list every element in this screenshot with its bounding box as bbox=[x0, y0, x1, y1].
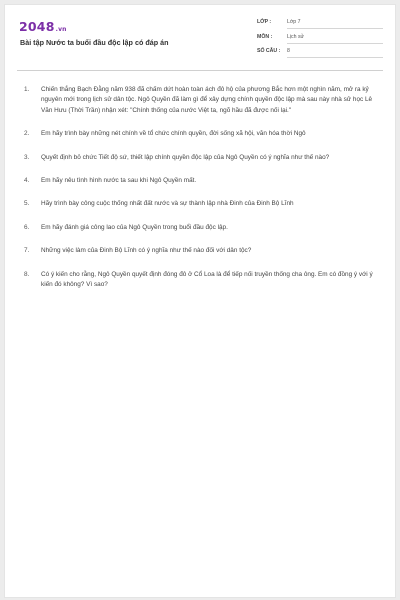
question-item bbox=[17, 153, 383, 163]
header-divider bbox=[17, 70, 383, 71]
meta-label-class: LỚP : bbox=[257, 19, 272, 25]
meta-value-class: Lớp 7 bbox=[287, 19, 383, 29]
question-number: 5. bbox=[24, 200, 30, 208]
brand-suffix: .vn bbox=[55, 26, 67, 33]
question-text: Chiến thắng Bạch Đằng năm 938 đã chấm dứt hoàn toàn ách đô hộ của phương Bắc hơn một nghìn năm, mở ra kỷ nguyên mới trong lịch sử dân tộc. Ngô Quyền đã làm gì để xây dựng chính quyền độc lập mà sau này nhà sử học Lê Văn Hưu (Thời Trần) nhận xét: "Chính thống của nước Việt ta, ngõ hầu đã được nối lại." bbox=[41, 86, 373, 114]
meta-row-question-count bbox=[257, 48, 383, 61]
question-text: Hãy trình bày công cuộc thống nhất đất nước và sự thành lập nhà Đinh của Đinh Bộ Lĩnh bbox=[41, 200, 294, 208]
question-number: 3. bbox=[24, 153, 30, 161]
document-title: Bài tập Nước ta buổi đầu độc lập có đáp án bbox=[20, 38, 169, 47]
meta-row-subject bbox=[257, 34, 383, 47]
question-item bbox=[17, 176, 383, 186]
question-text: Có ý kiến cho rằng, Ngô Quyền quyết định đóng đô ở Cổ Loa là để tiếp nối truyền thống cha ông. Em có đồng ý với ý kiến đó không? Vì sao? bbox=[41, 270, 373, 289]
meta-info bbox=[257, 19, 383, 63]
meta-value-subject: Lịch sử bbox=[287, 34, 383, 44]
question-number: 4. bbox=[24, 177, 30, 185]
question-item bbox=[17, 246, 383, 256]
question-text: Em hãy đánh giá công lao của Ngô Quyền trong buổi đầu độc lập. bbox=[41, 223, 228, 231]
meta-label-subject: MÔN : bbox=[257, 33, 273, 40]
brand-logo[interactable] bbox=[19, 19, 67, 34]
meta-label-question-count: SỐ CÂU : bbox=[257, 48, 281, 54]
question-item bbox=[17, 199, 383, 209]
meta-row-class bbox=[257, 19, 383, 32]
question-item bbox=[17, 129, 383, 139]
question-number: 1. bbox=[24, 86, 30, 93]
question-number: 8. bbox=[24, 270, 30, 278]
question-text: Em hãy trình bày những nét chính về tổ chức chính quyền, đời sống xã hội, văn hóa thời Ngô bbox=[41, 130, 306, 138]
question-number: 2. bbox=[24, 130, 30, 138]
question-number: 6. bbox=[24, 223, 30, 231]
question-list bbox=[17, 85, 383, 303]
question-text: Quyết định bỏ chức Tiết độ sứ, thiết lập chính quyền độc lập của Ngô Quyền có ý nghĩa như thế nào? bbox=[41, 153, 330, 161]
worksheet-page bbox=[4, 4, 396, 598]
question-number: 7. bbox=[24, 247, 30, 255]
question-item bbox=[17, 85, 383, 116]
question-item bbox=[17, 223, 383, 233]
brand-name: 2048 bbox=[19, 19, 55, 34]
worksheet-header bbox=[5, 5, 395, 67]
question-item bbox=[17, 270, 383, 291]
question-text: Những việc làm của Đinh Bộ Lĩnh có ý nghĩa như thế nào đối với dân tộc? bbox=[41, 247, 252, 255]
question-text: Em hãy nêu tình hình nước ta sau khi Ngô Quyền mất. bbox=[41, 177, 197, 185]
meta-value-question-count: 8 bbox=[287, 48, 383, 58]
